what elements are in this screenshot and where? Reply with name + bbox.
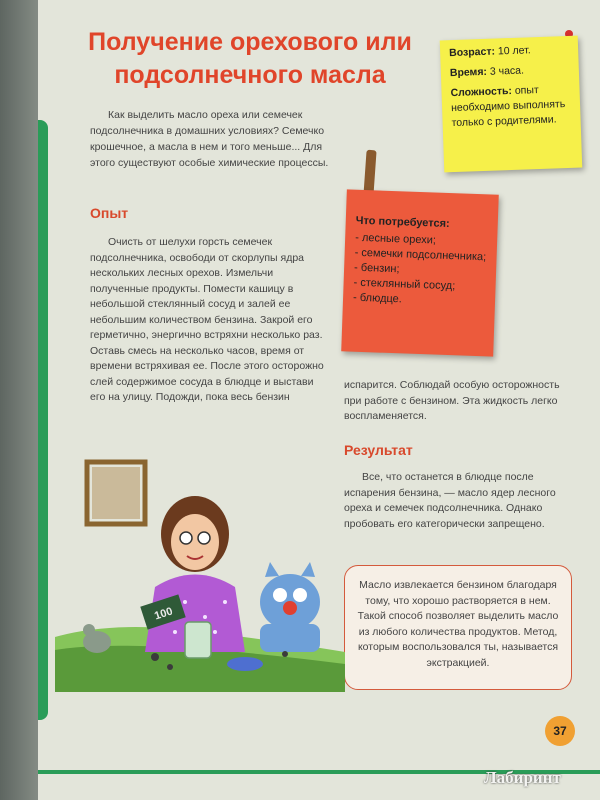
difficulty-value: опыт необходимо выполнять только с родителями. <box>450 84 566 130</box>
info-sticky-note <box>440 36 583 173</box>
needs-heading: Что потребуется: <box>355 214 450 231</box>
extraction-info-box <box>344 565 572 690</box>
age-value: 10 лет. <box>497 44 531 58</box>
result-heading: Результат <box>344 442 413 458</box>
difficulty-label: Сложность: <box>450 84 513 100</box>
experiment-continuation: испарится. Соблюдай особую осторожность при работе с бензином. Эта жидкость легко воспламеняется. <box>344 379 560 422</box>
needs-list <box>353 231 488 311</box>
time-value: 3 часа. <box>489 64 525 78</box>
list-item: - лесные орехи; <box>355 231 487 251</box>
time-label: Время: <box>449 65 488 80</box>
jar-icon <box>185 622 211 658</box>
green-edge-strip <box>38 120 48 720</box>
watermark: Лабиринт <box>484 768 561 787</box>
girl-and-cat-illustration <box>55 452 345 692</box>
page-number: 37 <box>545 716 575 746</box>
saucer-icon <box>227 657 263 671</box>
bottle-label: 100 <box>153 605 175 623</box>
info-text: Масло извлекается бензином благодаря тому, что хорошо растворяется в нем. Такой способ позволяет выделить масло из любого количества продуктов. Метод, которым воспользовался ты, называется экстракцией. <box>357 579 559 669</box>
intro-paragraph: Как выделить масло ореха или семечек подсолнечника в домашних условиях? Семечко крошечное, а масла в нем и того меньше... Для этого существуют особые химические процессы. <box>90 109 329 169</box>
needs-sticky-note <box>341 189 499 356</box>
list-item: - бензин; <box>354 261 486 281</box>
experiment-text: Очисть от шелухи горсть семечек подсолнечника, освободи от скорлупы ядра нескольких лесных орехов. Измельчи полученные продукты. Помести кашицу в небольшой стеклянный сосуд и залей ее небольшим количеством бензина. Закрой его герметично, энергично встряхни несколько раз. Оставь смесь на несколько часов, время от времени встряхивая ее. После этого осторожно слей содержимое сосуда в блюдце и выстави его на улицу. Подожди, пока весь бензин <box>90 236 324 403</box>
result-text: Все, что останется в блюдце после испарения бензина, — масло ядер лесного ореха и семечек подсолнечника. Однако пробовать его категорически запрещено. <box>344 471 556 530</box>
list-item: - блюдце. <box>353 291 485 311</box>
list-item: - семечки подсолнечника; <box>354 246 486 266</box>
age-label: Возраст: <box>448 45 496 60</box>
list-item: - стеклянный сосуд; <box>353 276 485 296</box>
page-title: Получение орехового или подсолнечного масла <box>88 28 412 89</box>
experiment-heading: Опыт <box>90 205 129 221</box>
book-spine-shadow <box>0 0 38 800</box>
